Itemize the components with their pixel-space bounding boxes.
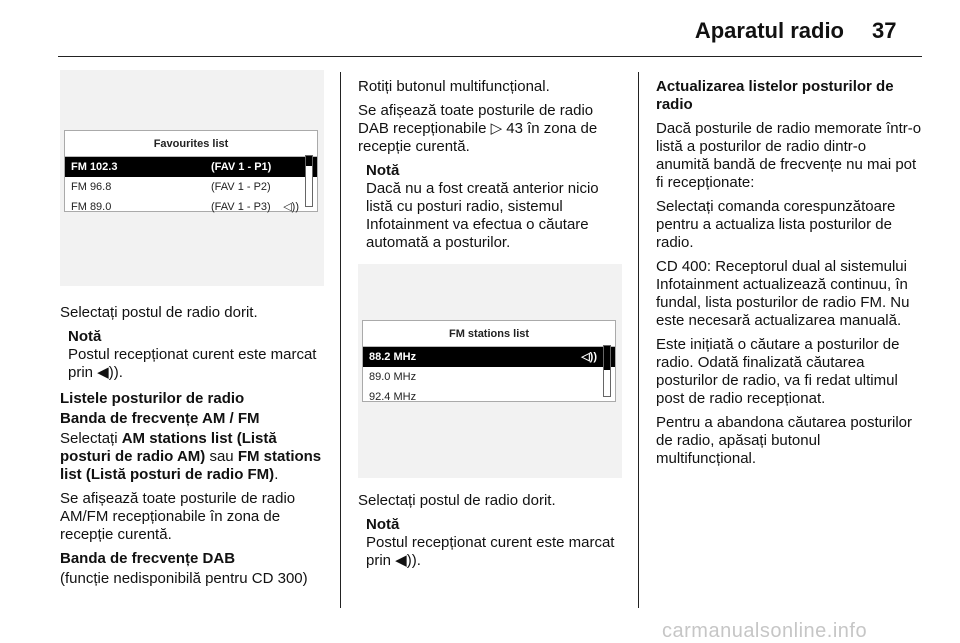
column-divider-2 xyxy=(638,72,639,608)
station-frequency: 88.2 MHz xyxy=(369,351,417,363)
favourites-title: Favourites list xyxy=(65,131,317,157)
column-3 xyxy=(656,78,922,474)
column-2 xyxy=(358,78,624,578)
note-text: Postul recepționat curent este marcat prin ◀)). xyxy=(366,534,615,569)
speaker-icon: ◁)) xyxy=(283,201,299,213)
watermark: carmanualsonline.info xyxy=(662,620,868,642)
page-number: 37 xyxy=(872,18,897,43)
text: Selectați xyxy=(60,430,122,447)
station-frequency: 92.4 MHz xyxy=(369,391,417,403)
paragraph: Este inițiată o căutare a posturilor de radio. Odată finalizată căutarea posturilor de radio, va fi redat ultimul post de radio recepționat. xyxy=(656,336,900,407)
heading-update-lists: Actualizarea listelor posturilor de radio xyxy=(656,78,894,113)
note xyxy=(366,162,624,252)
heading-am-fm: Banda de frecvențe AM / FM xyxy=(60,410,260,427)
station-frequency: FM 102.3 xyxy=(71,161,118,173)
scrollbar-thumb xyxy=(604,346,610,370)
paragraph: Se afișează toate posturile de radio AM/FM recepționabile în zona de recepție curentă. xyxy=(60,490,296,543)
note-text: Postul recepționat curent este marcat prin ◀)). xyxy=(68,346,317,381)
paragraph: Rotiți butonul multifuncțional. xyxy=(358,78,550,95)
fm-stations-screenshot xyxy=(358,264,622,478)
menu-term: FM stations list (Listă posturi de radio FM) xyxy=(60,448,322,483)
station-frequency: 89.0 MHz xyxy=(369,371,417,383)
note-text: Dacă nu a fost creată anterior nicio listă cu posturi radio, sistemul Infotainment va efectua o căutare automată a posturilor. xyxy=(366,180,599,251)
paragraph: Se afișează toate posturile de radio DAB recepționabile ▷ 43 în zona de recepție curentă. xyxy=(358,102,598,155)
page-title: Aparatul radio xyxy=(694,18,844,43)
fm-stations-panel xyxy=(362,320,616,402)
paragraph: CD 400: Receptorul dual al sistemului Infotainment actualizează continuu, în fundal, lista posturilor de radio FM. Nu este necesară actualizarea manuală. xyxy=(656,258,910,329)
column-1 xyxy=(60,70,328,594)
paragraph-select-list xyxy=(60,430,328,484)
speaker-icon: ◁)) xyxy=(581,351,597,363)
paragraph: (funcție nedisponibilă pentru CD 300) xyxy=(60,570,308,587)
list-item xyxy=(363,347,615,367)
list-item xyxy=(363,367,615,387)
station-frequency: FM 89.0 xyxy=(71,201,112,213)
note-title: Notă xyxy=(68,328,102,345)
station-tag: (FAV 1 - P2) xyxy=(211,181,271,193)
note xyxy=(366,516,624,570)
column-divider-1 xyxy=(340,72,341,608)
list-item xyxy=(65,197,317,217)
station-frequency: FM 96.8 xyxy=(71,181,112,193)
paragraph: Pentru a abandona căutarea posturilor de radio, apăsați butonul multifuncțional. xyxy=(656,414,913,467)
fm-stations-title: FM stations list xyxy=(363,321,615,347)
text: sau xyxy=(205,448,238,465)
scrollbar-thumb xyxy=(306,156,312,166)
favourites-panel xyxy=(64,130,318,212)
paragraph: Selectați comanda corespunzătoare pentru a actualiza lista posturilor de radio. xyxy=(656,198,896,251)
list-item xyxy=(363,387,615,407)
paragraph: Selectați postul de radio dorit. xyxy=(60,304,258,321)
note xyxy=(68,328,328,382)
text: . xyxy=(274,466,279,483)
paragraph: Dacă posturile de radio memorate într-o listă a posturilor de radio dintr-o anumită bandă de frecvențe nu mai pot fi recepționate: xyxy=(656,120,922,191)
heading-dab: Banda de frecvențe DAB xyxy=(60,550,236,567)
scrollbar xyxy=(305,155,313,207)
paragraph: Selectați postul de radio dorit. xyxy=(358,492,556,509)
note-title: Notă xyxy=(366,516,400,533)
menu-term: AM stations list (Listă posturi de radio AM) xyxy=(60,430,277,465)
station-tag: (FAV 1 - P1) xyxy=(211,161,272,173)
list-item xyxy=(65,177,317,197)
scrollbar xyxy=(603,345,611,397)
station-tag: (FAV 1 - P3) xyxy=(211,201,271,213)
note-title: Notă xyxy=(366,162,400,179)
header-divider xyxy=(58,56,922,57)
heading-station-lists: Listele posturilor de radio xyxy=(60,390,245,407)
list-item xyxy=(65,157,317,177)
favourites-screenshot xyxy=(60,70,324,286)
